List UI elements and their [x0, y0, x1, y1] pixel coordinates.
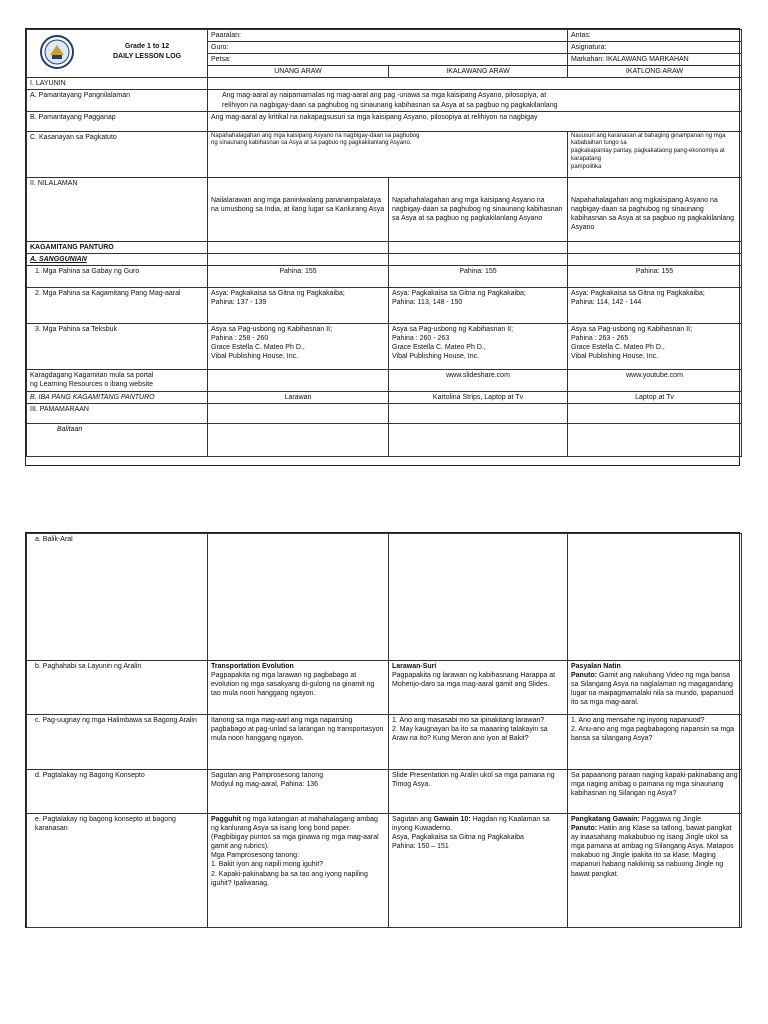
gabay-day1: Pahina: 155	[208, 265, 389, 287]
day2-header: IKALAWANG ARAW	[389, 66, 568, 78]
teksbuk-day3: Asya sa Pag-usbong ng Kabihasnan II; Pahina : 263 - 265 Grace Estella C. Mateo Ph D., Vibal Publishing House, Inc.	[568, 323, 742, 369]
pagtalakay2-day2-text: Hagdan ng Kaalaman sa inyong Kuwaderno. Asya, Pagkakaisa sa Gitna ng Pagkakaiba Pahina: 150 – 151	[392, 816, 550, 851]
pagtalakay-day3: Sa papaanong paraan naging kapaki-pakinabang ang mga naging ambag o pamana ng mga sinaunang kabihasnan ng Silangan ng Asya?	[568, 770, 742, 814]
balitaan-label: Balitaan	[27, 423, 208, 456]
kagamitan-heading: KAGAMITANG PANTURO	[27, 241, 208, 253]
paghahabi-day1	[208, 661, 389, 715]
pagganap-text: Ang mag-aaral ay kritikal na nakapagsusuri sa mga kaisipang Asyano, pilosopiya at relihiyon na nagbigay	[208, 111, 742, 131]
day1-header: UNANG ARAW	[208, 66, 389, 78]
iba-day2: Kartolina Strips, Laptop at Tv	[389, 391, 568, 403]
paghahabi-day3	[568, 661, 742, 715]
sanggunian-heading: A. SANGGUNIAN	[27, 253, 208, 265]
kasanayan-day12: Napahahalagahan ang mga kaisipang Asyano na nagbigay-daan sa paghubog ng sinaunang kabihasnan sa Asya at sa pagbuo ng pagkakilanlang Asyano.	[208, 131, 568, 177]
gabay-day3: Pahina: 155	[568, 265, 742, 287]
paghahabi-day2-title: Larawan-Suri	[392, 663, 437, 670]
pag-uugnay-day3: 1. Ano ang mensahe ng inyong napanuod? 2. Anu-ano ang mga pagbabagong napansin sa mga bansa sa silangang Asya?	[568, 715, 742, 770]
nilalaman-day3: Napahahalagahan ang mgkaisipang Asyano na nagbigay-daan sa paghubog ng sinaunang kabihasnan sa Asya at sa pagbuo ng pagkakilanlang Asyano	[568, 177, 742, 241]
pagtalakay-label: d. Pagtalakay ng Bagong Konsepto	[27, 770, 208, 814]
paghahabi-day1-text: Pagpapakita ng mga larawan ng pagbabago at evolution ng mga sasakyang di-gulong na ginamit ng tao mula noon hanggang ngayon.	[211, 672, 375, 698]
teksbuk-label: 3. Mga Pahina sa Teksbuk	[27, 323, 208, 369]
pagtalakay2-day2-bold: Gawain 10:	[433, 816, 471, 823]
pagtalakay2-day3-panuto: Panuto:	[571, 825, 598, 833]
lesson-log-table-1	[26, 29, 742, 457]
antas-field: Antas:	[568, 30, 742, 42]
kasanayan-label: C. Kasanayan sa Pagkatuto	[27, 131, 208, 177]
gabay-day2: Pahina: 155	[389, 265, 568, 287]
pagtalakay2-day3-lead: Pangkatang Gawain:	[571, 816, 640, 823]
pag-uugnay-day1: Itanong sa mga mag-aarl ang mga napansing pagbabago at pag-unlad sa larangan ng transportasyon mula noon hanggang ngayon.	[208, 715, 389, 770]
log-title: DAILY LESSON LOG	[112, 53, 182, 60]
balik-aral-label: a. Balik-Aral	[27, 534, 208, 661]
lesson-log-page-2	[25, 532, 740, 928]
pagtalakay-day1: Sagutan ang Pamprosesong tanong Modyul ng mag-aaral, Pahina: 136	[208, 770, 389, 814]
kagamitan-day1: Asya: Pagkakaisa sa Gitna ng Pagkakaiba; Pahina: 137 - 139	[208, 287, 389, 323]
teksbuk-day2: Asya sa Pag-usbong ng Kabihasnan II; Pahina : 260 - 263 Grace Estella C. Mateo Ph D., Vibal Publishing House, Inc.	[389, 323, 568, 369]
pagganap-label: B. Pamantayang Pagganap	[27, 111, 208, 131]
pagtalakay2-day1	[208, 814, 389, 928]
paghahabi-day3-lead: Panuto:	[571, 672, 598, 680]
layunin-heading: I. LAYUNIN	[27, 78, 208, 90]
nilalaman-heading: II. NILALAMAN	[27, 177, 208, 241]
lesson-log-page-1	[25, 28, 740, 466]
pagtalakay2-day1-text: ng mga katangian at mahahalagang ambag ng kanlurang Asya sa isang long bond paper. (Pagbibigay puntos sa mga ginawa ng mga mag-aaral gamit ang rubrics). Mga Pamprosesong tanong: 1. Bakit iyon ang napili mong iguhit? 2. Kapaki-pakinabang ba sa tao ang iyong napiling iguhit? Ipaliwanag.	[211, 816, 379, 887]
pagtalakay2-day2-lead: Sagutan ang	[392, 816, 434, 823]
iba-day3: Laptop at Tv	[568, 391, 742, 403]
deped-seal-icon	[27, 35, 87, 69]
paghahabi-day2-text: Pagpapakita ng larawan ng kabihasnang Harappa at Mohenjo-daro sa mga mag-aaral gamit ang Slides.	[392, 672, 556, 689]
pagtalakay2-day2	[389, 814, 568, 928]
lesson-log-table-2	[26, 533, 742, 928]
paaralan-field: Paaralan:	[208, 30, 568, 42]
teksbuk-day1: Asya sa Pag-usbong ng Kabihasnan II; Pahina : 258 - 260 Grace Estella C. Mateo Ph D., Vibal Publishing House, Inc.	[208, 323, 389, 369]
pag-uugnay-label: c. Pag-uugnay ng mga Halimbawa sa Bagong Aralin	[27, 715, 208, 770]
pamamaraan-heading: III. PAMAMARAAN	[27, 403, 208, 423]
pangnilalaman-label: A. Pamantayang Pangnilalaman	[27, 90, 208, 111]
day3-header: IKATLONG ARAW	[568, 66, 742, 78]
kasanayan-day3: Nasusuri ang karanasan at bahaging ginampanan ng mga kababaihan tungo sa pagkakapantay pantay, pagkakataong pang-ekonomiya at karapatang pampolitika	[568, 131, 742, 177]
asignatura-field: Asignatura:	[568, 42, 742, 54]
pag-uugnay-day2: 1. Ano ang masasabi mo sa ipinakitang larawan? 2. May kaugnayan ba ito sa maaaring talakayin sa Araw na ito? Kung Meron ano iyon at Bakit?	[389, 715, 568, 770]
iba-day1: Larawan	[208, 391, 389, 403]
pagtalakay-day2: Slide Presentation ng Aralin ukol sa mga pamana ng Timog Asya.	[389, 770, 568, 814]
gabay-label: 1. Mga Pahina sa Gabay ng Guro	[27, 265, 208, 287]
pagtalakay2-day1-lead: Pagguhit	[211, 816, 241, 823]
kagamitan-day3: Asya: Pagkakaisa sa Gitna ng Pagkakaiba; Pahina: 114, 142 - 144	[568, 287, 742, 323]
pagtalakay2-day3-after: Paggawa ng Jingle	[639, 816, 701, 823]
nilalaman-day1: Nailalarawan ang mga paniniwalang pananampalataya na umusbong sa India, at ilang lugar sa Kanlurang Asya	[208, 177, 389, 241]
petsa-field: Petsa:	[208, 54, 568, 66]
karagdagang-day3: www.youtube.com	[568, 369, 742, 391]
paghahabi-day3-text: Gamit ang nakuhang Video ng mga bansa sa Silangang Asya na naglalaman ng magagandang lugar na maipagmamalaki nila sa mundo, ipapanuod ito sa mga mag-aaral.	[571, 672, 734, 707]
kagamitan-mag-aaral-label: 2. Mga Pahina sa Kagamitang Pang Mag-aaral	[27, 287, 208, 323]
nilalaman-day2: Napahahalagahan ang mga kaisipang Asyano na nagbigay-daan sa paghubog ng sinaunang kabihasnan sa Asya at sa pagbuo ng pagkakilanlang Asyano	[389, 177, 568, 241]
karagdagang-day2: www.slideshare.com	[389, 369, 568, 391]
paghahabi-label: b. Paghahabi sa Layunin ng Aralin	[27, 661, 208, 715]
grade-label: Grade 1 to 12	[124, 42, 170, 50]
markahan-field: Markahan: IKALAWANG MARKAHAN	[568, 54, 742, 66]
pagtalakay2-day3-text: Hatiin ang Klase sa tatlong, bawat pangkat ay inaasahang makabubuo ng isang Jingle ukol sa mga pamana at ambag ng Silangang Asya. Matapos makabuo ng Jingle ipakita ito sa klase. Maging mapanuri habang nakikinig sa nabuong Jingle ng bawat pangkat.	[571, 825, 734, 878]
pagtalakay2-day3	[568, 814, 742, 928]
iba-label: B. IBA PANG KAGAMITANG PANTURO	[27, 391, 208, 403]
header-logo-cell	[27, 30, 208, 78]
paghahabi-day3-title: Pasyalan Natin	[571, 663, 621, 670]
kagamitan-day2: Asya: Pagkakaisa sa Gitna ng Pagkakaiba; Pahina: 113, 148 - 150	[389, 287, 568, 323]
paghahabi-day1-title: Transportation Evolution	[211, 663, 294, 670]
guro-field: Guro:	[208, 42, 568, 54]
karagdagang-day1	[208, 369, 389, 391]
pagtalakay2-label: e. Pagtalakay ng bagong konsepto at bagong karanasan	[27, 814, 208, 928]
pangnilalaman-text: Ang mag-aaral ay naipamamalas ng mag-aaral ang pag -unawa sa mga kaisipang Asyano, pilosopiya, at relihiyon na nagbigay-daan sa paghubog ng sinaunang kabihasnan sa Asya at sa pagbuo ng pagkakilanlang	[208, 90, 742, 111]
paghahabi-day2	[389, 661, 568, 715]
karagdagang-label: Karagdagang Kagamitan mula sa portal ng Learning Resources o ibang website	[27, 369, 208, 391]
